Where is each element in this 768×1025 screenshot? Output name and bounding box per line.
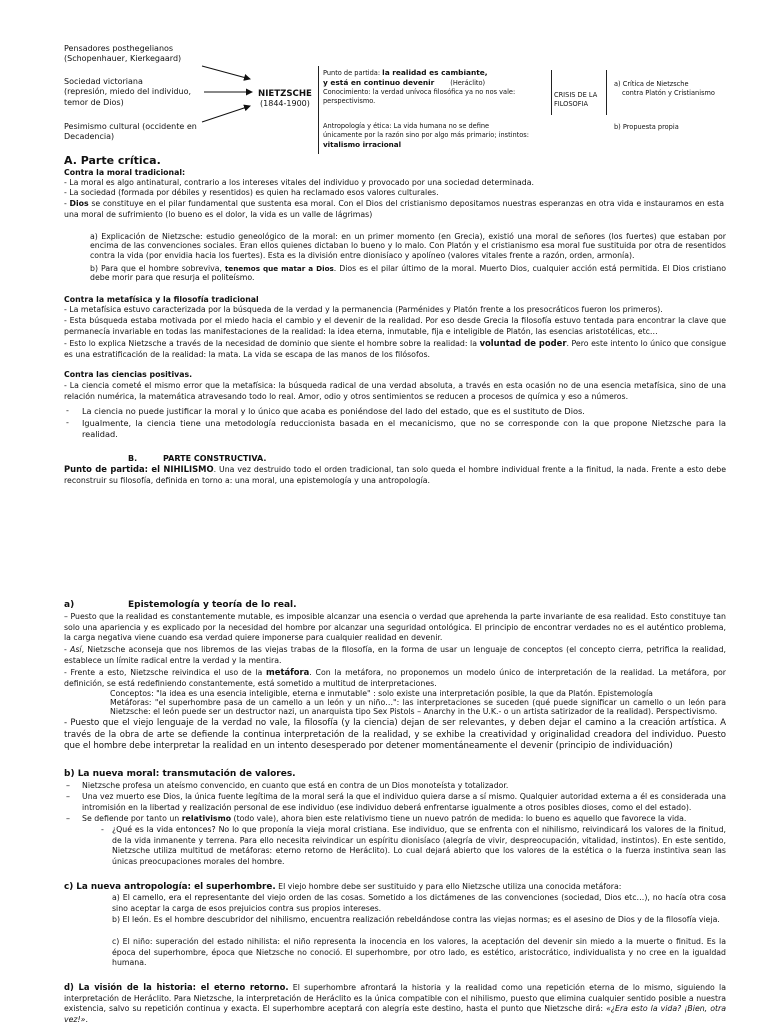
- historia-text: El superhombre afrontará la historia y la realidad como una repetición eterna de lo mismo, siguiendo la interpretación de Heráclito. Para Nietzsche, la interpretación de Heráclito es la única compatible con el nihilismo, puesto que elimina cualquier sentido posible a nuestra existencia, salvo su repetición continua y exacta. El superhombre aceptará con alegría este destino, hasta el punto que Nietzsche dirá:: [64, 983, 726, 1014]
- critica-line1: a) Crítica de Nietzsche: [614, 80, 689, 88]
- schema-divider-right: [606, 70, 607, 115]
- historia-end: .: [85, 1014, 88, 1024]
- antropologia-intro: El viejo hombre debe ser sustituido y para ello Nietzsche utiliza una conocida metáfora:: [275, 882, 622, 891]
- nm-3-bold: relativismo: [181, 814, 232, 823]
- arrow-pesimismo: [202, 106, 250, 122]
- conceptos-line: Conceptos: "la idea es una esencia inteligible, eterna e inmutable" : solo existe una interpretación posible, la que da Platón. Epistemología: [110, 689, 653, 698]
- epistemologia-letter: a): [64, 600, 75, 610]
- nm-dash-4: -: [101, 825, 104, 834]
- p2-prefix: -: [64, 645, 71, 654]
- victoriana-line2: (represión, miedo del individuo,: [64, 87, 192, 97]
- ciencias-title: Contra las ciencias positivas.: [64, 370, 193, 379]
- sub-b-text: . Dios es el pilar último de la moral. Muerto Dios, cualquier acción está permitida. El Dios cristiano debe morir para que resurja el politeísmo.: [90, 264, 726, 283]
- epistemologia-p1: – Puesto que la realidad es constantemente mutable, es imposible alcanzar una esencia o verdad que aprehenda la parte invariante de esa realidad. Esto constituye tan solo una apariencia y es explicado por la necesidad del hombre por alcanzar una seguridad ontológica. El principio de encontrar verdades no es el auténtico problema, la carga negativa viene cuando esa verdad quiere imponerse para cualquier realidad en devenir.: [64, 612, 726, 643]
- partida-bold2: y está en continuo devenir: [323, 78, 435, 87]
- crisis-label: [554, 91, 597, 109]
- section-a-title: A. Parte crítica.: [64, 154, 161, 167]
- victoriana-line1: Sociedad victoriana: [64, 77, 143, 86]
- posthegelianos-line2: (Schopenhauer, Kierkegaard): [64, 54, 182, 64]
- antro-line2: únicamente por la razón sino por algo más primario; instintos:: [323, 131, 529, 139]
- epistemologia-title: Epistemología y teoría de lo real.: [128, 600, 297, 610]
- sub-b-prefix: b) Para que el hombre sobreviva,: [90, 264, 225, 273]
- partida-bold1: la realidad es cambiante,: [382, 68, 488, 77]
- partida-prefix: Punto de partida:: [323, 69, 383, 77]
- p3-text: . Con la metáfora, no proponemos un modelo único de interpretación de la realidad. La metáfora, por definición, se está redefiniendo constantemente, está sometido a multitud de interpretaciones.: [64, 668, 726, 688]
- nm-dash-2: –: [66, 792, 70, 801]
- camello-item: a) El camello, era el representante del viejo orden de las cosas. Sometido a los dictámenes de las convenciones (sociedad, Dios etc…), no hacía otra cosa sino aceptar la carga de esos prejuicios contra sus propios intereses.: [112, 893, 726, 913]
- metafisica-item-3: [64, 338, 726, 360]
- meta-3-bold: voluntad de poder: [479, 338, 567, 348]
- historia-title: d) La visión de la historia: el eterno retorno.: [64, 982, 289, 992]
- ciencias-item-3: Igualmente, la ciencia tiene una metodología reduccionista basada en el mecanicismo, que no se corresponde con la que propone Nietzsche para la realidad.: [82, 418, 726, 439]
- nueva-moral-item-1: Nietzsche profesa un ateísmo convencido, en cuanto que está en contra de un Dios monoteísta y totalizador.: [82, 781, 509, 790]
- epistemologia-p4: - Puesto que el viejo lenguaje de la verdad no vale, la filosofía (y la ciencia) dejan de ser relevantes, y deben dejar el camino a la creación artística. A través de la obra de arte se defiende la continua interpretación de la realidad, y se exhibe la creatividad y originalidad creadora del individuo. Puesto que el hombre debe interpretar la realidad en un intento desesperado por detener momentáneamente el devenir (principio de individuación): [64, 718, 726, 752]
- sub-b-bold: tenemos que matar a Dios: [224, 264, 334, 273]
- nietzsche-box: [258, 89, 312, 110]
- meta-3-text: . Pero este intento lo único que consigue es una estratificación de la realidad: la mata. La vida se escapa de las manos de los filósofos.: [64, 339, 726, 359]
- critica-label: [614, 80, 715, 98]
- ciencias-item-1: - La ciencia cometé el mismo error que la metafísica: la búsqueda radical de una verdad absoluta, a través en esta ocasión no de una esencia metafísica, sino de una relación numérica, la matemática atravesando todo lo real. Amor, odio y otros sentimientos se reducen a procesos de química y eso a números.: [64, 381, 726, 401]
- partida-heraclito: (Heráclito): [450, 79, 486, 87]
- antro-line1: Antropología y ética: La vida humana no se define: [323, 122, 490, 130]
- ciencias-item-2: La ciencia no puede justificar la moral y lo único que acaba es poniéndose del lado del estado, que es el sustituto de Dios.: [82, 406, 585, 416]
- meta-3-prefix: - Esto lo explica Nietzsche a través de la necesidad de dominio que siente el hombre sobre la realidad: la: [64, 339, 480, 348]
- crisis-line1: CRISIS DE LA: [554, 91, 598, 99]
- p2-italic: Así: [70, 645, 82, 654]
- antropologia-heading: [64, 882, 726, 893]
- nueva-moral-title: b) La nueva moral: transmutación de valores.: [64, 769, 296, 779]
- crisis-line2: FILOSOFIA: [554, 100, 588, 108]
- metafisica-item-1: - La metafísica estuvo caracterizada por la búsqueda de la verdad y la permanencia (Parménides y Platón frente a los presocráticos fueron los primeros).: [64, 305, 663, 314]
- moral-3-prefix: -: [64, 199, 70, 208]
- moral-3-bold: Dios: [69, 199, 89, 208]
- partida-line1: [323, 68, 548, 78]
- pesimismo-line1: Pesimismo cultural (occidente en: [64, 122, 197, 131]
- nietzsche-name: NIETZSCHE: [258, 89, 312, 99]
- epistemologia-p2: [64, 645, 726, 666]
- nm-dash-1: –: [66, 781, 70, 790]
- nueva-moral-item-3: [82, 814, 726, 825]
- nietzsche-dates: (1844-1900): [260, 99, 310, 109]
- epistemologia-p3: [64, 667, 726, 689]
- p2-text: , Nietzsche aconseja que nos libremos de las viejas trabas de la filosofía, en la forma de usar un lenguaje de conceptos (el concepto cierra, petrifica la realidad, establece un límite radical entre la verdad y la mentira.: [64, 645, 726, 665]
- schema-divider-mid: [551, 70, 552, 115]
- historia-quote: «¿Era esto la vida? ¡Bien, otra vez!»: [64, 1004, 727, 1024]
- arrow-posthegelianos: [202, 66, 250, 79]
- schema-antropologia: [323, 122, 548, 149]
- nueva-moral-item-4: ¿Qué es la vida entonces? No lo que proponía la vieja moral cristiana. Ese individuo, que se enfrenta con el nihilismo, reivindicará los valores de la finitud, de la vida inmanente y terrena. Para ello necesita reivindicar un espíritu dionisíaco (alegría de vivir, despreocupación, vitalidad, instintos). En este sentido, Nietzsche utiliza multitud de metáforas: eterno retorno de Heráclito). Lo cual dejará abierto que los valores de la estética o la fuerza instintiva sean las únicas preocupaciones morales del hombre.: [112, 825, 726, 866]
- moral-item-2: - La sociedad (formada por débiles y resentidos) es quien ha reclamado esos valores culturales.: [64, 188, 439, 197]
- antro-line3: vitalismo irracional: [323, 140, 402, 149]
- moral-3-text: se constituye en el pilar fundamental que sustenta esa moral. Con el Dios del cristianismo depositamos nuestras esperanzas en otra vida e instauramos en esta una moral de sufrimiento (lo bueno es el dolor, la vida es un valle de lágrimas): [64, 199, 724, 219]
- nm-dash-3: –: [66, 814, 70, 823]
- metaforas-line: Metáforas: "el superhombre pasa de un camello a un león y un niño…": las interpretaciones se suceden (qué puede significar un camello o un león para Nietzsche: el león puede ser un destructor nazi, un anarquista tipo Sex Pistols – Anarchy in the U.K.- o un artista satirizador de la realidad). Perspectivismo.: [110, 698, 726, 717]
- critica-line2: contra Platón y Cristianismo: [622, 89, 715, 97]
- nihilismo-bold: Punto de partida: el NIHILISMO: [64, 464, 214, 474]
- metafisica-title: Contra la metafísica y la filosofía tradicional: [64, 295, 259, 304]
- moral-title: Contra la moral tradicional:: [64, 168, 186, 177]
- partida-line2: [323, 78, 548, 88]
- schema-divider-left: [318, 66, 319, 154]
- ciencias-2-dash: -: [66, 406, 69, 415]
- nihilismo-text: . Una vez destruido todo el orden tradicional, tan solo queda el hombre individual frente a la finitud, la nada. Frente a esto debe reconstruir su filosofía, definida en torno a: una moral, una epistemología y una antropología.: [64, 465, 726, 485]
- propuesta-label: b) Propuesta propia: [614, 123, 679, 131]
- moral-sub-b: [90, 264, 726, 283]
- conocimiento-line2: perspectivismo.: [323, 97, 376, 105]
- schema-partida: [323, 68, 548, 106]
- historia-paragraph: [64, 982, 726, 1025]
- antropologia-title: c) La nueva antropología: el superhombre.: [64, 882, 276, 892]
- victoriana-line3: temor de Dios): [64, 97, 124, 107]
- nm-3-text: (todo vale), ahora bien este relativismo tiene un nuevo patrón de medida: lo bueno es aquello que favorece la vida.: [231, 814, 687, 823]
- moral-sub-a: a) Explicación de Nietzsche: estudio geneológico de la moral: en un primer momento (en Grecia), existió una moral de señores (los fuertes) que estaban por encima de las convenciones sociales. Eran ellos quienes dictaban lo bueno y lo malo. Con Platón y el cristianismo esa moral fue sustituida por otra de resentidos contra la vida (por envidia hacia los fuertes). Esta es la división entre dionisíaco y apolíneo (valores vitales frente a razón, orden, armonía).: [90, 232, 726, 260]
- ciencias-3-dash: -: [66, 418, 69, 427]
- posthegelianos-line1: Pensadores posthegelianos: [64, 44, 174, 53]
- moral-item-1: - La moral es algo antinatural, contrario a los intereses vitales del individuo y provocado por una sociedad determinada.: [64, 178, 534, 187]
- moral-item-3: [64, 199, 724, 220]
- metafisica-item-2: - Esta búsqueda estaba motivada por el miedo hacia el cambio y el devenir de la realidad. Por eso desde Grecia la filosofía estuvo tentada para encontrar la clave que permanecía invariable en todas las manifestaciones de la realidad: la idea eterna, inmutable, fija e inteligible de Platón, las esencias aristotélicas, etc…: [64, 316, 726, 336]
- p3-bold: metáfora: [266, 667, 310, 677]
- pesimismo-line2: Decadencia): [64, 132, 115, 142]
- section-b-partida: [64, 464, 726, 486]
- nm-3-prefix: Se defiende por tanto un: [82, 814, 182, 823]
- section-b-letter: B.: [128, 454, 138, 463]
- section-b-title: PARTE CONSTRUCTIVA.: [163, 454, 267, 463]
- leon-item: b) El león. Es el hombre descubridor del nihilismo, encuentra realización rebeldándose contra las viejas normas; es el asesino de Dios y de la filosofía vieja.: [112, 915, 720, 924]
- nueva-moral-item-2: Una vez muerto ese Dios, la única fuente legítima de la moral será la que el individuo quiera darse a sí mismo. Qualquier autoridad externa a él es considerada una intromisión en la libertad y realización personal de ese individuo (ese individuo deberá enfrentarse igualmente a otros posibles dioses, como el del estado).: [82, 792, 726, 812]
- p3-prefix: - Frente a esto, Nietzsche reivindica el uso de la: [64, 668, 267, 677]
- conocimiento-line1: Conocimiento: la verdad unívoca filosófica ya no nos vale:: [323, 88, 516, 96]
- nino-item: c) El niño: superación del estado nihilista: el niño representa la inocencia en los valores, la aceptación del devenir sin miedo a la muerte o finitud. Es la época del superhombre, época que Nietzsche no conoció. El superhombre, por otro lado, es estético, aristocrático, individualista y no cree en la igualdad humana.: [112, 937, 726, 968]
